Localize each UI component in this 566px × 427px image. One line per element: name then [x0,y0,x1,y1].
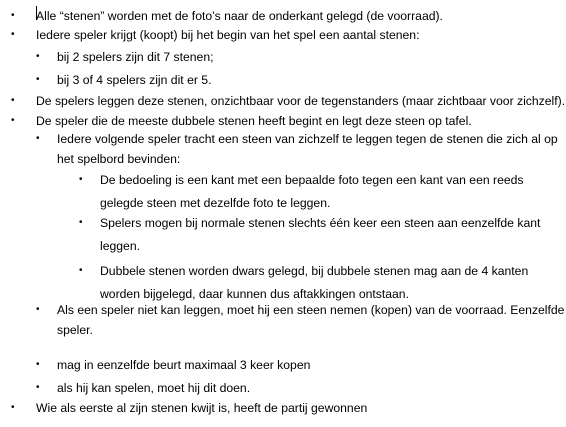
list-item-text: De speler die de meeste dubbele stenen heeft begint en legt deze steen op tafel. [36,114,472,128]
list-item-text: De bedoeling is een kant met een bepaalde foto tegen een kant van een reeds [100,173,524,187]
list-item-text: Spelers mogen bij normale stenen slechts één keer een steen aan eenzelfde kant [100,216,541,230]
list-item-text: worden bijgelegd, daar kunnen dus aftakkingen ontstaan. [100,287,409,301]
bullet-icon: • [79,265,83,276]
bullet-icon: • [79,174,83,185]
list-item-text: gelegde steen met dezelfde foto te leggen. [100,196,331,210]
bullet-icon: • [36,133,40,144]
bullet-icon: • [36,304,40,315]
bullet-icon: • [11,115,15,126]
list-item-text: Dubbele stenen worden dwars gelegd, bij dubbele stenen mag aan de 4 kanten [100,264,529,278]
list-item-text: bij 3 of 4 spelers zijn dit er 5. [57,73,212,87]
bullet-icon: • [36,382,40,393]
bullet-icon: • [11,402,15,413]
list-item-text: leggen. [100,239,140,253]
bullet-icon: • [36,51,40,62]
list-item-text: Alle “stenen” worden met de foto’s naar de onderkant gelegd (de voorraad). [36,9,443,23]
bullet-icon: • [79,217,83,228]
list-item-text: Als een speler niet kan leggen, moet hij een steen nemen (kopen) van de voorraad. Eenzelfde [57,303,565,317]
list-item-text: Iedere volgende speler tracht een steen van zichzelf te leggen tegen de stenen die zich al op [57,132,558,146]
list-item-text: mag in eenzelfde beurt maximaal 3 keer kopen [57,358,311,372]
bullet-icon: • [11,29,15,40]
bullet-icon: • [36,359,40,370]
list-item-text: het spelbord bevinden: [57,152,181,166]
list-item-text: Iedere speler krijgt (koopt) bij het begin van het spel een aantal stenen: [36,28,420,42]
bullet-icon: • [11,10,15,21]
list-item-text: als hij kan spelen, moet hij dit doen. [57,381,251,395]
list-item-text: bij 2 spelers zijn dit 7 stenen; [57,50,214,64]
list-item-text: Wie als eerste al zijn stenen kwijt is, heeft de partij gewonnen [36,401,368,415]
bullet-icon: • [36,74,40,85]
list-item-text: speler. [57,323,93,337]
list-item-text: De spelers leggen deze stenen, onzichtbaar voor de tegenstanders (maar zichtbaar voor zichzelf). [36,94,566,108]
bullet-icon: • [11,95,15,106]
